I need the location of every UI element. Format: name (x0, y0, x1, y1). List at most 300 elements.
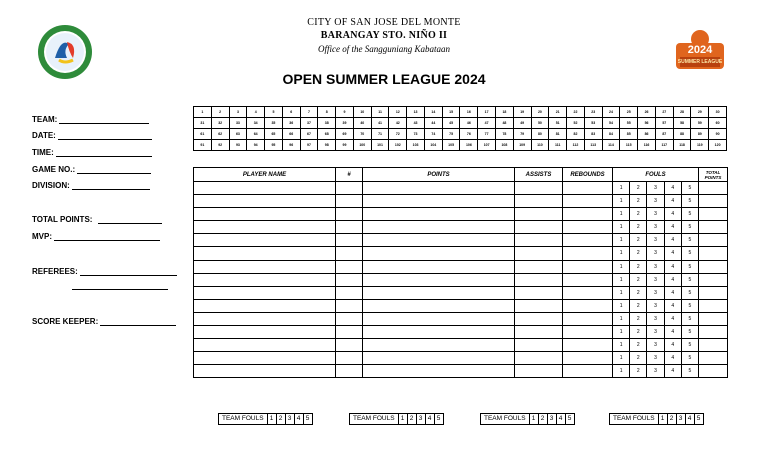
fouls-cell[interactable] (613, 195, 699, 208)
rebounds-cell[interactable] (563, 365, 613, 378)
total-points-cell[interactable] (699, 312, 728, 325)
total-points-cell[interactable] (699, 260, 728, 273)
player-name-cell[interactable] (194, 195, 336, 208)
fouls-cell[interactable] (613, 260, 699, 273)
score-grid-cell[interactable]: 67 (300, 129, 318, 140)
foul-mark[interactable]: 4 (665, 208, 682, 220)
time-field[interactable] (32, 145, 152, 157)
score-grid-cell[interactable]: 44 (424, 118, 442, 129)
assists-cell[interactable] (515, 208, 563, 221)
total-points-cell[interactable] (699, 273, 728, 286)
assists-cell[interactable] (515, 182, 563, 195)
rebounds-cell[interactable] (563, 260, 613, 273)
total-points-cell[interactable] (699, 352, 728, 365)
assists-cell[interactable] (515, 299, 563, 312)
score-grid-cell[interactable]: 76 (460, 129, 478, 140)
points-cell[interactable] (363, 195, 515, 208)
team-foul-mark[interactable]: 3 (417, 414, 426, 424)
assists-cell[interactable] (515, 365, 563, 378)
score-grid-cell[interactable]: 102 (389, 140, 407, 151)
score-grid-cell[interactable]: 109 (513, 140, 531, 151)
rebounds-cell[interactable] (563, 352, 613, 365)
score-grid-cell[interactable]: 52 (567, 118, 585, 129)
score-grid-cell[interactable]: 46 (460, 118, 478, 129)
foul-mark[interactable]: 2 (630, 339, 647, 351)
mvp-field[interactable] (32, 229, 160, 241)
assists-cell[interactable] (515, 234, 563, 247)
foul-mark[interactable]: 3 (647, 300, 664, 312)
number-cell[interactable] (336, 247, 363, 260)
total-points-cell[interactable] (699, 195, 728, 208)
score-grid-cell[interactable]: 23 (584, 107, 602, 118)
team-field[interactable] (32, 112, 149, 124)
fouls-cell[interactable] (613, 365, 699, 378)
score-grid-cell[interactable]: 74 (424, 129, 442, 140)
rebounds-cell[interactable] (563, 221, 613, 234)
number-cell[interactable] (336, 208, 363, 221)
foul-mark[interactable]: 4 (665, 365, 682, 377)
number-cell[interactable] (336, 339, 363, 352)
points-cell[interactable] (363, 312, 515, 325)
assists-cell[interactable] (515, 247, 563, 260)
score-grid-cell[interactable]: 54 (602, 118, 620, 129)
foul-mark[interactable]: 5 (688, 289, 692, 296)
team-foul-mark[interactable]: 3 (286, 414, 295, 424)
score-grid-cell[interactable]: 32 (211, 118, 229, 129)
fouls-cell[interactable] (613, 352, 699, 365)
rebounds-cell[interactable] (563, 234, 613, 247)
foul-mark[interactable]: 4 (665, 313, 682, 325)
number-cell[interactable] (336, 312, 363, 325)
foul-mark[interactable]: 2 (630, 234, 647, 246)
score-grid-cell[interactable]: 45 (442, 118, 460, 129)
score-grid-cell[interactable]: 97 (300, 140, 318, 151)
score-grid-cell[interactable]: 68 (318, 129, 336, 140)
score-grid-cell[interactable]: 96 (282, 140, 300, 151)
foul-mark[interactable]: 5 (688, 224, 692, 231)
fouls-cell[interactable] (613, 273, 699, 286)
fouls-cell[interactable] (613, 326, 699, 339)
number-cell[interactable] (336, 326, 363, 339)
foul-mark[interactable]: 3 (647, 274, 664, 286)
score-grid-cell[interactable]: 7 (300, 107, 318, 118)
score-grid-cell[interactable]: 86 (638, 129, 656, 140)
score-grid-cell[interactable]: 110 (531, 140, 549, 151)
total-points-cell[interactable] (699, 221, 728, 234)
number-cell[interactable] (336, 365, 363, 378)
foul-mark[interactable]: 1 (613, 182, 630, 194)
assists-cell[interactable] (515, 221, 563, 234)
foul-mark[interactable]: 1 (613, 221, 630, 233)
team-foul-mark[interactable]: 1 (399, 414, 408, 424)
assists-cell[interactable] (515, 260, 563, 273)
team-foul-mark[interactable]: 2 (277, 414, 286, 424)
player-name-cell[interactable] (194, 299, 336, 312)
number-cell[interactable] (336, 182, 363, 195)
score-grid-cell[interactable]: 25 (620, 107, 638, 118)
number-cell[interactable] (336, 273, 363, 286)
score-grid-cell[interactable]: 18 (496, 107, 514, 118)
total-points-cell[interactable] (699, 339, 728, 352)
foul-mark[interactable]: 3 (647, 221, 664, 233)
foul-mark[interactable]: 2 (630, 261, 647, 273)
foul-mark[interactable]: 5 (688, 211, 692, 218)
points-cell[interactable] (363, 339, 515, 352)
score-grid-cell[interactable]: 94 (247, 140, 265, 151)
foul-mark[interactable]: 1 (613, 208, 630, 220)
score-grid-cell[interactable]: 108 (496, 140, 514, 151)
score-grid-cell[interactable]: 99 (336, 140, 354, 151)
score-grid-cell[interactable]: 83 (584, 129, 602, 140)
score-grid-cell[interactable]: 93 (229, 140, 247, 151)
points-cell[interactable] (363, 221, 515, 234)
rebounds-cell[interactable] (563, 247, 613, 260)
team-foul-mark[interactable]: 4 (686, 414, 695, 424)
total-points-cell[interactable] (699, 208, 728, 221)
rebounds-cell[interactable] (563, 339, 613, 352)
team-foul-mark[interactable]: 1 (268, 414, 277, 424)
foul-mark[interactable]: 3 (647, 247, 664, 259)
foul-mark[interactable]: 1 (613, 339, 630, 351)
score-grid-cell[interactable]: 50 (531, 118, 549, 129)
foul-mark[interactable]: 2 (630, 300, 647, 312)
score-grid-cell[interactable]: 101 (371, 140, 389, 151)
score-grid-cell[interactable]: 34 (247, 118, 265, 129)
points-cell[interactable] (363, 299, 515, 312)
rebounds-cell[interactable] (563, 286, 613, 299)
player-name-cell[interactable] (194, 221, 336, 234)
assists-cell[interactable] (515, 273, 563, 286)
foul-mark[interactable]: 4 (665, 274, 682, 286)
score-grid-cell[interactable]: 2 (211, 107, 229, 118)
team-foul-mark[interactable]: 1 (659, 414, 668, 424)
foul-mark[interactable]: 3 (647, 339, 664, 351)
score-grid-cell[interactable]: 31 (194, 118, 212, 129)
foul-mark[interactable]: 3 (647, 261, 664, 273)
score-grid-cell[interactable]: 87 (655, 129, 673, 140)
foul-mark[interactable]: 5 (688, 276, 692, 283)
points-cell[interactable] (363, 182, 515, 195)
score-grid-cell[interactable]: 35 (265, 118, 283, 129)
score-grid-cell[interactable]: 92 (211, 140, 229, 151)
foul-mark[interactable]: 4 (665, 300, 682, 312)
score-grid-cell[interactable]: 70 (353, 129, 371, 140)
team-foul-mark[interactable]: 5 (567, 415, 572, 422)
foul-mark[interactable]: 3 (647, 234, 664, 246)
score-grid-cell[interactable]: 1 (194, 107, 212, 118)
fouls-cell[interactable] (613, 339, 699, 352)
foul-mark[interactable]: 1 (613, 247, 630, 259)
score-grid-cell[interactable]: 73 (407, 129, 425, 140)
total-points-cell[interactable] (699, 299, 728, 312)
points-cell[interactable] (363, 326, 515, 339)
score-grid-cell[interactable]: 36 (282, 118, 300, 129)
score-grid-cell[interactable]: 38 (318, 118, 336, 129)
score-grid-cell[interactable]: 71 (371, 129, 389, 140)
player-name-cell[interactable] (194, 352, 336, 365)
score-grid-cell[interactable]: 90 (709, 129, 727, 140)
score-grid-cell[interactable]: 79 (513, 129, 531, 140)
team-foul-mark[interactable]: 5 (436, 415, 441, 422)
foul-mark[interactable]: 2 (630, 182, 647, 194)
player-name-cell[interactable] (194, 208, 336, 221)
foul-mark[interactable]: 1 (613, 352, 630, 364)
score-grid-cell[interactable]: 61 (194, 129, 212, 140)
rebounds-cell[interactable] (563, 208, 613, 221)
score-grid-cell[interactable]: 75 (442, 129, 460, 140)
score-grid-cell[interactable]: 11 (371, 107, 389, 118)
foul-mark[interactable]: 4 (665, 339, 682, 351)
foul-mark[interactable]: 5 (688, 302, 692, 309)
foul-mark[interactable]: 4 (665, 182, 682, 194)
score-grid-cell[interactable]: 119 (691, 140, 709, 151)
number-cell[interactable] (336, 299, 363, 312)
points-cell[interactable] (363, 273, 515, 286)
team-foul-mark[interactable]: 2 (668, 414, 677, 424)
rebounds-cell[interactable] (563, 312, 613, 325)
score-grid-cell[interactable]: 47 (478, 118, 496, 129)
score-grid-cell[interactable]: 39 (336, 118, 354, 129)
score-grid-cell[interactable]: 49 (513, 118, 531, 129)
team-foul-mark[interactable]: 2 (539, 414, 548, 424)
foul-mark[interactable]: 1 (613, 234, 630, 246)
total-points-field[interactable] (32, 212, 162, 224)
foul-mark[interactable]: 1 (613, 287, 630, 299)
score-grid-cell[interactable]: 113 (584, 140, 602, 151)
total-points-cell[interactable] (699, 234, 728, 247)
score-grid-cell[interactable]: 77 (478, 129, 496, 140)
score-grid-cell[interactable]: 98 (318, 140, 336, 151)
score-grid-cell[interactable]: 78 (496, 129, 514, 140)
number-cell[interactable] (336, 234, 363, 247)
fouls-cell[interactable] (613, 286, 699, 299)
score-grid-cell[interactable]: 27 (655, 107, 673, 118)
score-grid-cell[interactable]: 28 (673, 107, 691, 118)
score-grid-cell[interactable]: 59 (691, 118, 709, 129)
score-grid-cell[interactable]: 58 (673, 118, 691, 129)
score-grid-cell[interactable]: 9 (336, 107, 354, 118)
foul-mark[interactable]: 5 (688, 250, 692, 257)
team-foul-mark[interactable]: 4 (426, 414, 435, 424)
fouls-cell[interactable] (613, 208, 699, 221)
score-grid-cell[interactable]: 106 (460, 140, 478, 151)
foul-mark[interactable]: 2 (630, 313, 647, 325)
score-grid-cell[interactable]: 81 (549, 129, 567, 140)
assists-cell[interactable] (515, 312, 563, 325)
points-cell[interactable] (363, 286, 515, 299)
foul-mark[interactable]: 3 (647, 182, 664, 194)
fouls-cell[interactable] (613, 182, 699, 195)
score-grid-cell[interactable]: 41 (371, 118, 389, 129)
rebounds-cell[interactable] (563, 182, 613, 195)
score-grid-cell[interactable]: 3 (229, 107, 247, 118)
score-grid-cell[interactable]: 17 (478, 107, 496, 118)
referees-field[interactable] (32, 264, 177, 276)
score-grid-cell[interactable]: 19 (513, 107, 531, 118)
foul-mark[interactable]: 2 (630, 247, 647, 259)
score-grid-cell[interactable]: 80 (531, 129, 549, 140)
score-grid-cell[interactable]: 4 (247, 107, 265, 118)
foul-mark[interactable]: 3 (647, 365, 664, 377)
rebounds-cell[interactable] (563, 326, 613, 339)
fouls-cell[interactable] (613, 234, 699, 247)
foul-mark[interactable]: 4 (665, 326, 682, 338)
team-foul-mark[interactable]: 4 (295, 414, 304, 424)
score-grid-cell[interactable]: 88 (673, 129, 691, 140)
score-grid-cell[interactable]: 103 (407, 140, 425, 151)
score-grid-cell[interactable]: 65 (265, 129, 283, 140)
total-points-cell[interactable] (699, 286, 728, 299)
assists-cell[interactable] (515, 352, 563, 365)
foul-mark[interactable]: 2 (630, 195, 647, 207)
total-points-cell[interactable] (699, 182, 728, 195)
foul-mark[interactable]: 4 (665, 221, 682, 233)
score-grid-cell[interactable]: 10 (353, 107, 371, 118)
team-foul-mark[interactable]: 4 (557, 414, 566, 424)
points-cell[interactable] (363, 352, 515, 365)
score-grid-cell[interactable]: 112 (567, 140, 585, 151)
foul-mark[interactable]: 5 (688, 237, 692, 244)
date-field[interactable] (32, 128, 152, 140)
score-grid-cell[interactable]: 105 (442, 140, 460, 151)
number-cell[interactable] (336, 352, 363, 365)
score-grid-cell[interactable]: 26 (638, 107, 656, 118)
foul-mark[interactable]: 1 (613, 365, 630, 377)
score-grid-cell[interactable]: 56 (638, 118, 656, 129)
score-grid-cell[interactable]: 21 (549, 107, 567, 118)
score-grid-cell[interactable]: 107 (478, 140, 496, 151)
foul-mark[interactable]: 2 (630, 287, 647, 299)
foul-mark[interactable]: 1 (613, 195, 630, 207)
foul-mark[interactable]: 4 (665, 234, 682, 246)
foul-mark[interactable]: 5 (688, 368, 692, 375)
fouls-cell[interactable] (613, 312, 699, 325)
division-field[interactable] (32, 178, 150, 190)
foul-mark[interactable]: 1 (613, 274, 630, 286)
fouls-cell[interactable] (613, 247, 699, 260)
score-grid-cell[interactable]: 111 (549, 140, 567, 151)
rebounds-cell[interactable] (563, 195, 613, 208)
score-grid-cell[interactable]: 89 (691, 129, 709, 140)
score-grid-cell[interactable]: 30 (709, 107, 727, 118)
assists-cell[interactable] (515, 339, 563, 352)
score-grid-cell[interactable]: 120 (709, 140, 727, 151)
score-grid-cell[interactable]: 114 (602, 140, 620, 151)
assists-cell[interactable] (515, 326, 563, 339)
foul-mark[interactable]: 3 (647, 287, 664, 299)
score-grid-cell[interactable]: 91 (194, 140, 212, 151)
foul-mark[interactable]: 5 (688, 198, 692, 205)
fouls-cell[interactable] (613, 221, 699, 234)
team-foul-mark[interactable]: 5 (305, 415, 310, 422)
foul-mark[interactable]: 1 (613, 300, 630, 312)
foul-mark[interactable]: 3 (647, 208, 664, 220)
foul-mark[interactable]: 2 (630, 365, 647, 377)
number-cell[interactable] (336, 260, 363, 273)
player-name-cell[interactable] (194, 247, 336, 260)
foul-mark[interactable]: 4 (665, 261, 682, 273)
score-grid-cell[interactable]: 72 (389, 129, 407, 140)
player-name-cell[interactable] (194, 365, 336, 378)
player-name-cell[interactable] (194, 339, 336, 352)
score-grid-cell[interactable]: 14 (424, 107, 442, 118)
score-grid-cell[interactable]: 37 (300, 118, 318, 129)
score-grid-cell[interactable]: 82 (567, 129, 585, 140)
score-grid-cell[interactable]: 22 (567, 107, 585, 118)
points-cell[interactable] (363, 260, 515, 273)
score-grid-cell[interactable]: 51 (549, 118, 567, 129)
team-foul-mark[interactable]: 1 (530, 414, 539, 424)
foul-mark[interactable]: 2 (630, 221, 647, 233)
score-keeper-field[interactable] (32, 314, 176, 326)
player-name-cell[interactable] (194, 273, 336, 286)
score-grid-cell[interactable]: 12 (389, 107, 407, 118)
total-points-cell[interactable] (699, 326, 728, 339)
score-grid-cell[interactable]: 63 (229, 129, 247, 140)
score-grid-cell[interactable]: 69 (336, 129, 354, 140)
total-points-cell[interactable] (699, 247, 728, 260)
foul-mark[interactable]: 2 (630, 352, 647, 364)
score-grid-cell[interactable]: 118 (673, 140, 691, 151)
foul-mark[interactable]: 1 (613, 261, 630, 273)
player-name-cell[interactable] (194, 286, 336, 299)
team-foul-mark[interactable]: 3 (548, 414, 557, 424)
foul-mark[interactable]: 4 (665, 195, 682, 207)
foul-mark[interactable]: 5 (688, 329, 692, 336)
score-grid-cell[interactable]: 57 (655, 118, 673, 129)
score-grid-cell[interactable]: 48 (496, 118, 514, 129)
score-grid-cell[interactable]: 66 (282, 129, 300, 140)
score-grid-cell[interactable]: 84 (602, 129, 620, 140)
foul-mark[interactable]: 5 (688, 315, 692, 322)
player-name-cell[interactable] (194, 312, 336, 325)
foul-mark[interactable]: 4 (665, 352, 682, 364)
foul-mark[interactable]: 3 (647, 352, 664, 364)
score-grid-cell[interactable]: 62 (211, 129, 229, 140)
score-grid-cell[interactable]: 95 (265, 140, 283, 151)
foul-mark[interactable]: 3 (647, 326, 664, 338)
points-cell[interactable] (363, 208, 515, 221)
foul-mark[interactable]: 4 (665, 247, 682, 259)
points-cell[interactable] (363, 234, 515, 247)
player-name-cell[interactable] (194, 260, 336, 273)
team-foul-mark[interactable]: 5 (696, 415, 701, 422)
foul-mark[interactable]: 5 (688, 263, 692, 270)
score-grid-cell[interactable]: 115 (620, 140, 638, 151)
score-grid-cell[interactable]: 100 (353, 140, 371, 151)
score-grid-cell[interactable]: 104 (424, 140, 442, 151)
score-grid-cell[interactable]: 40 (353, 118, 371, 129)
game-no-field[interactable] (32, 162, 151, 174)
foul-mark[interactable]: 4 (665, 287, 682, 299)
foul-mark[interactable]: 3 (647, 313, 664, 325)
number-cell[interactable] (336, 221, 363, 234)
score-grid-cell[interactable]: 117 (655, 140, 673, 151)
points-cell[interactable] (363, 365, 515, 378)
score-grid-cell[interactable]: 16 (460, 107, 478, 118)
fouls-cell[interactable] (613, 299, 699, 312)
score-grid-cell[interactable]: 13 (407, 107, 425, 118)
score-grid-cell[interactable]: 5 (265, 107, 283, 118)
score-grid-cell[interactable]: 15 (442, 107, 460, 118)
score-grid-cell[interactable]: 55 (620, 118, 638, 129)
score-grid-cell[interactable]: 60 (709, 118, 727, 129)
rebounds-cell[interactable] (563, 273, 613, 286)
score-grid-cell[interactable]: 42 (389, 118, 407, 129)
score-grid-cell[interactable]: 6 (282, 107, 300, 118)
score-grid-cell[interactable]: 20 (531, 107, 549, 118)
score-grid-cell[interactable]: 53 (584, 118, 602, 129)
